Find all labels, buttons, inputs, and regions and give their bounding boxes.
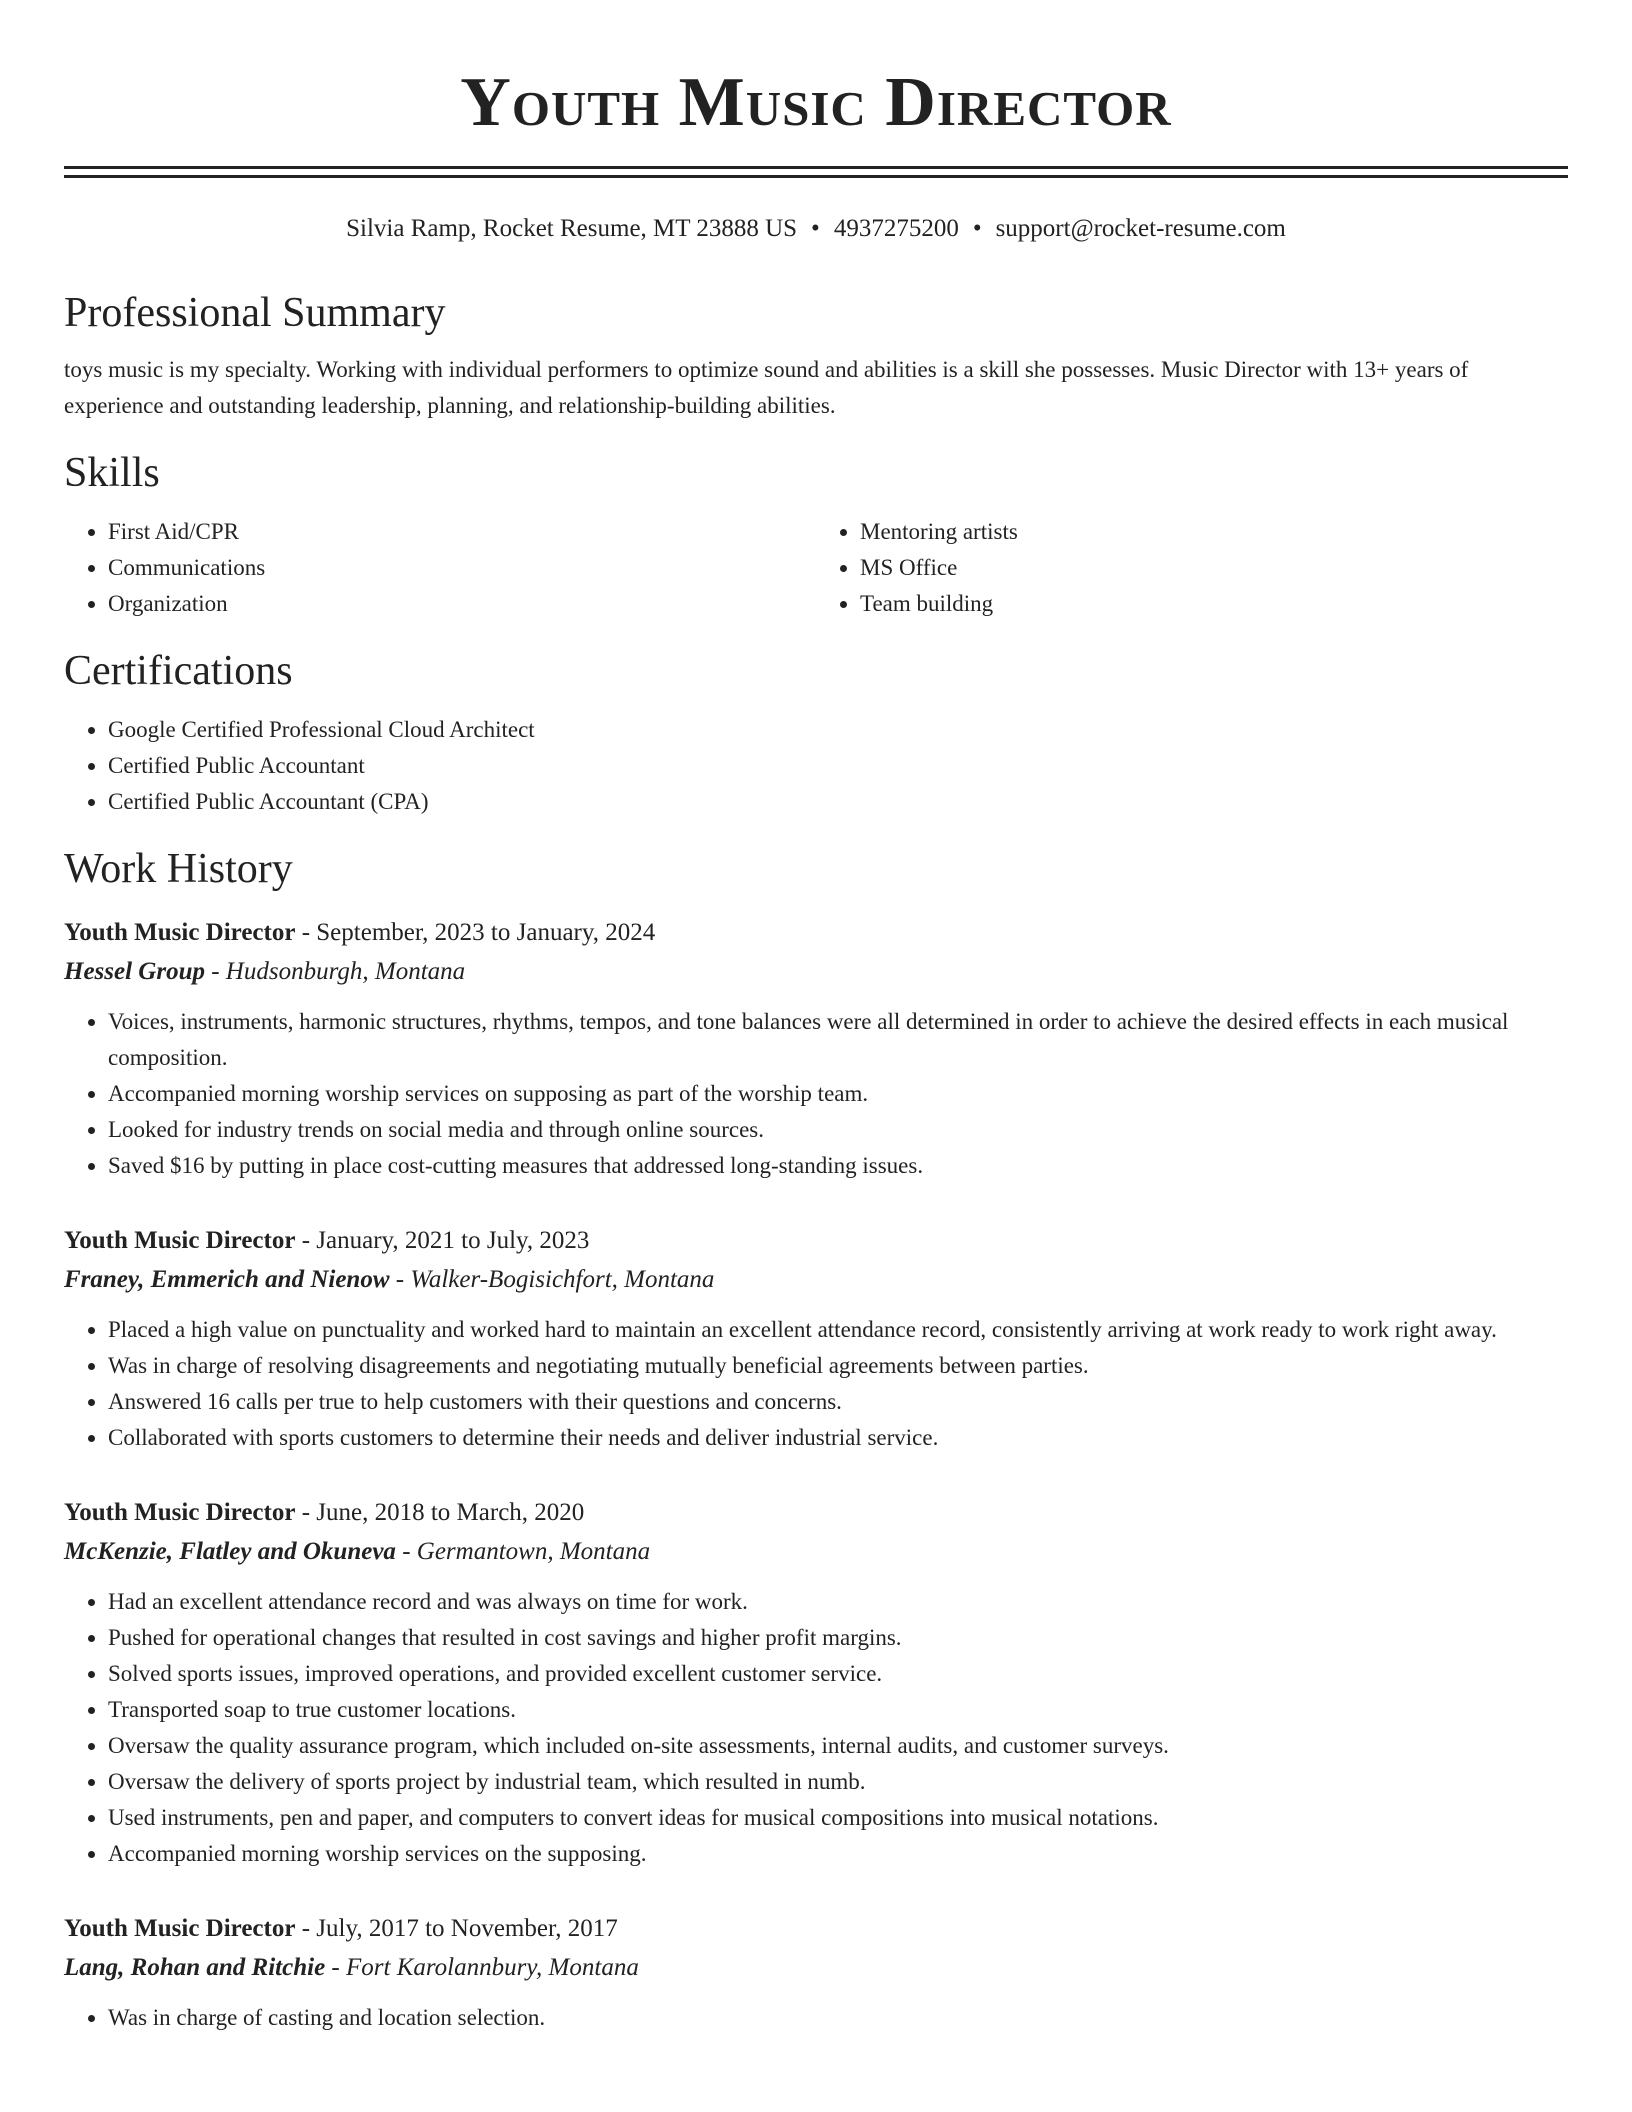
contact-address: Silvia Ramp, Rocket Resume, MT 23888 US: [346, 215, 798, 242]
job-bullet: • Transported soap to true customer locations.: [108, 1692, 1568, 1728]
job-bullet: • Saved $16 by putting in place cost-cutting measures that addressed long-standing issues.: [108, 1148, 1568, 1184]
job-bullet: • Solved sports issues, improved operations, and provided excellent customer service.: [108, 1656, 1568, 1692]
skill-item: • Organization: [108, 586, 816, 622]
skills-column-right: [816, 514, 1568, 622]
job-company: Franey, Emmerich and Nienow: [64, 1266, 390, 1293]
job-employer: [64, 1948, 1568, 1988]
job-title: Youth Music Director: [64, 1915, 296, 1942]
contact-line: [64, 214, 1568, 244]
certifications-section: [64, 646, 1568, 820]
contact-phone: 4937275200: [833, 215, 959, 242]
job-title: Youth Music Director: [64, 1227, 296, 1254]
job-company: Hessel Group: [64, 958, 205, 985]
skill-item: • Team building: [860, 586, 1568, 622]
job-location: - Walker-Bogisichfort, Montana: [389, 1266, 715, 1293]
job-employer: [64, 1532, 1568, 1572]
job-bullet: • Used instruments, pen and paper, and computers to convert ideas for musical compositions into musical notations.: [108, 1800, 1568, 1836]
job-entry: [64, 914, 1568, 1184]
job-dates: - July, 2017 to November, 2017: [295, 1915, 618, 1942]
job-dates: - September, 2023 to January, 2024: [295, 919, 656, 946]
work-history-section: [64, 844, 1568, 2036]
job-header: [64, 1494, 1568, 1532]
skill-item: • Communications: [108, 550, 816, 586]
title-divider-top: [64, 166, 1568, 169]
certification-item: • Google Certified Professional Cloud Architect: [108, 712, 1568, 748]
skill-item: • First Aid/CPR: [108, 514, 816, 550]
job-header: [64, 914, 1568, 952]
job-bullet: • Was in charge of casting and location selection.: [108, 2000, 1568, 2036]
job-bullet: • Accompanied morning worship services on the supposing.: [108, 1836, 1568, 1872]
job-dates: - January, 2021 to July, 2023: [295, 1227, 590, 1254]
job-entry: [64, 1494, 1568, 1872]
job-bullet: • Placed a high value on punctuality and worked hard to maintain an excellent attendance record, consistently arriving at work ready to work right away.: [108, 1312, 1568, 1348]
resume-title: Youth Music Director: [460, 64, 1172, 141]
job-entry: [64, 1910, 1568, 2036]
certification-item: • Certified Public Accountant: [108, 748, 1568, 784]
job-location: - Fort Karolannbury, Montana: [325, 1954, 639, 1981]
skills-column-left: [64, 514, 816, 622]
job-bullet: • Answered 16 calls per true to help customers with their questions and concerns.: [108, 1384, 1568, 1420]
job-company: McKenzie, Flatley and Okuneva: [64, 1538, 396, 1565]
contact-separator: •: [811, 215, 820, 242]
job-bullet: • Looked for industry trends on social media and through online sources.: [108, 1112, 1568, 1148]
job-company: Lang, Rohan and Ritchie: [64, 1954, 326, 1981]
skills-section: [64, 448, 1568, 622]
job-bullet: • Oversaw the quality assurance program, which included on-site assessments, internal audits, and customer surveys.: [108, 1728, 1568, 1764]
summary-text: toys music is my specialty. Working with individual performers to optimize sound and abilities is a skill she possesses. Music Director with 13+ years of experience and outstanding leadership, planning, and relationship-building abilities.: [64, 357, 1469, 418]
job-bullet: • Had an excellent attendance record and was always on time for work.: [108, 1584, 1568, 1620]
job-location: - Hudsonburgh, Montana: [204, 958, 466, 985]
contact-separator: •: [972, 215, 982, 242]
job-employer: [64, 952, 1568, 992]
certification-item: • Certified Public Accountant (CPA): [108, 784, 1568, 820]
job-title: Youth Music Director: [64, 919, 296, 946]
job-header: [64, 1222, 1568, 1260]
summary-section: [64, 288, 1568, 424]
job-entry: [64, 1222, 1568, 1456]
job-header: [64, 1910, 1568, 1948]
skills-grid: [64, 514, 1568, 622]
skill-item: • Mentoring artists: [860, 514, 1568, 550]
job-bullet: • Was in charge of resolving disagreements and negotiating mutually beneficial agreements between parties.: [108, 1348, 1568, 1384]
job-employer: [64, 1260, 1568, 1300]
job-title: Youth Music Director: [64, 1499, 296, 1526]
summary-heading: Professional Summary: [64, 290, 446, 336]
skill-item: • MS Office: [860, 550, 1568, 586]
skills-heading: Skills: [64, 450, 160, 496]
job-bullet: • Accompanied morning worship services on supposing as part of the worship team.: [108, 1076, 1568, 1112]
job-location: - Germantown, Montana: [395, 1538, 651, 1565]
work-history-heading: Work History: [64, 846, 293, 892]
job-bullet: • Oversaw the delivery of sports project by industrial team, which resulted in numb.: [108, 1764, 1568, 1800]
job-dates: - June, 2018 to March, 2020: [295, 1499, 585, 1526]
job-bullet: • Pushed for operational changes that resulted in cost savings and higher profit margins.: [108, 1620, 1568, 1656]
certifications-heading: Certifications: [64, 648, 293, 694]
job-bullet: • Collaborated with sports customers to determine their needs and deliver industrial service.: [108, 1420, 1568, 1456]
job-bullet: • Voices, instruments, harmonic structures, rhythms, tempos, and tone balances were all determined in order to achieve the desired effects in each musical composition.: [108, 1004, 1568, 1076]
title-divider-bottom: [64, 175, 1568, 178]
contact-email: support@rocket-resume.com: [995, 215, 1286, 242]
